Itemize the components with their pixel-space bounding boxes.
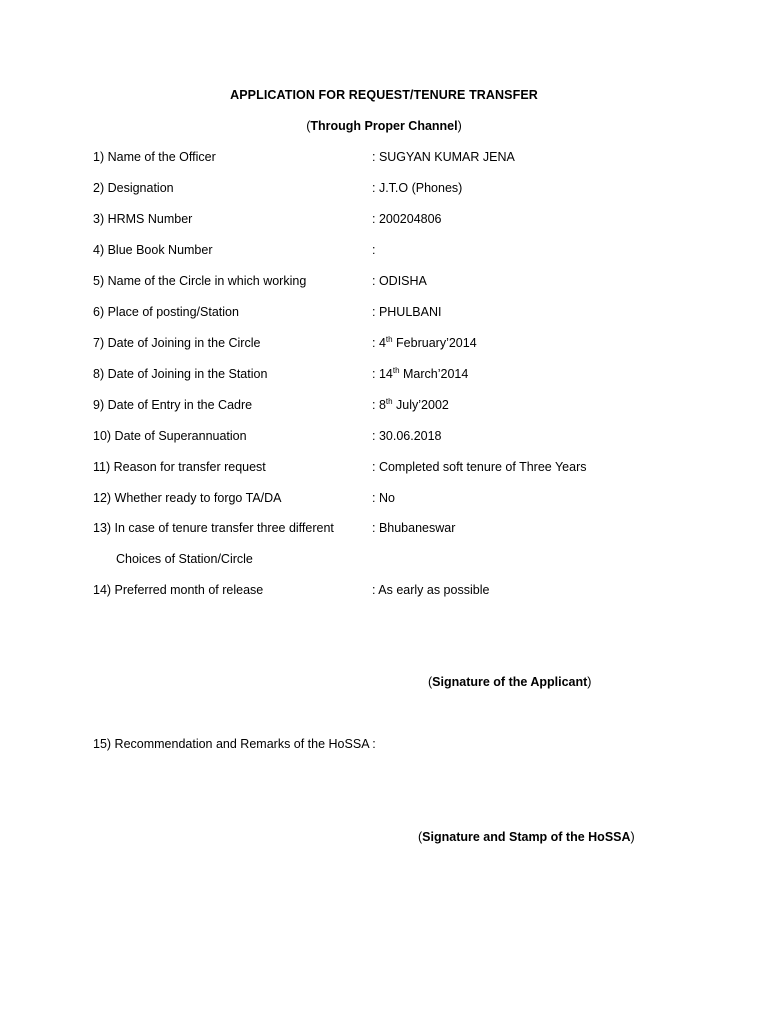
field-label: 2) Designation: [93, 181, 174, 195]
field-label: 4) Blue Book Number: [93, 243, 213, 257]
value-month-year: July’2002: [392, 398, 449, 412]
field-value: : Completed soft tenure of Three Years: [372, 460, 587, 474]
field-value: : Bhubaneswar: [372, 521, 456, 535]
field-row-release-month: [93, 581, 713, 599]
field-row-forgo-tada: [93, 489, 713, 507]
value-ordinal: th: [385, 334, 393, 344]
field-label: 7) Date of Joining in the Circle: [93, 336, 261, 350]
field-value: : No: [372, 491, 395, 505]
sig-close-paren: ): [630, 830, 635, 844]
subtitle-open-paren: (: [306, 119, 311, 133]
field-label: 5) Name of the Circle in which working: [93, 274, 307, 288]
sig-text: Signature and Stamp of the HoSSA: [422, 830, 631, 844]
field-row-blue-book-number: [93, 241, 713, 259]
field-label: 12) Whether ready to forgo TA/DA: [93, 491, 282, 505]
field-value: : J.T.O (Phones): [372, 181, 463, 195]
field-row-transfer-reason: [93, 458, 713, 476]
field-label: 11) Reason for transfer request: [93, 460, 266, 474]
field-value: : 30.06.2018: [372, 429, 442, 443]
field-value: : ODISHA: [372, 274, 427, 288]
field-value: [372, 334, 477, 352]
field-value: [372, 396, 449, 414]
field-label: 3) HRMS Number: [93, 212, 193, 226]
value-day: : 8: [372, 398, 386, 412]
field-label: 6) Place of posting/Station: [93, 305, 239, 319]
field-value: : SUGYAN KUMAR JENA: [372, 150, 515, 164]
value-ordinal: th: [392, 365, 400, 375]
field-value: : 200204806: [372, 212, 442, 226]
field-row-joining-circle: [93, 334, 713, 352]
hossa-remarks-label: 15) Recommendation and Remarks of the HoSSA :: [93, 737, 376, 751]
document-subtitle: [0, 119, 768, 133]
value-day: : 14: [372, 367, 393, 381]
field-row-superannuation: [93, 427, 713, 445]
field-value: : As early as possible: [372, 583, 490, 597]
field-value: :: [372, 243, 376, 257]
field-label: 14) Preferred month of release: [93, 583, 264, 597]
field-row-place-of-posting: [93, 303, 713, 321]
field-row-officer-name: [93, 148, 713, 166]
subtitle-close-paren: ): [457, 119, 462, 133]
sig-close-paren: ): [587, 675, 592, 689]
field-row-entry-cadre: [93, 396, 713, 414]
field-value: [372, 365, 468, 383]
document-title: APPLICATION FOR REQUEST/TENURE TRANSFER: [230, 88, 538, 102]
field-label: 10) Date of Superannuation: [93, 429, 247, 443]
signature-hossa-caption: [418, 830, 635, 844]
field-row-circle: [93, 272, 713, 290]
field-value: : PHULBANI: [372, 305, 442, 319]
field-label-continuation: Choices of Station/Circle: [116, 552, 253, 566]
field-label: 9) Date of Entry in the Cadre: [93, 398, 253, 412]
subtitle-text: Through Proper Channel: [310, 119, 458, 133]
field-row-hrms-number: [93, 210, 713, 228]
field-row-joining-station: [93, 365, 713, 383]
field-label: 1) Name of the Officer: [93, 150, 216, 164]
value-month-year: February’2014: [392, 336, 477, 350]
field-row-designation: [93, 179, 713, 197]
signature-applicant-caption: [428, 675, 591, 689]
field-label: 13) In case of tenure transfer three different: [93, 521, 334, 535]
sig-open-paren: (: [418, 830, 423, 844]
value-ordinal: th: [385, 396, 393, 406]
sig-text: Signature of the Applicant: [432, 675, 588, 689]
field-row-tenure-choices: [93, 519, 713, 537]
sig-open-paren: (: [428, 675, 433, 689]
value-day: : 4: [372, 336, 386, 350]
value-month-year: March’2014: [399, 367, 469, 381]
field-label: 8) Date of Joining in the Station: [93, 367, 268, 381]
